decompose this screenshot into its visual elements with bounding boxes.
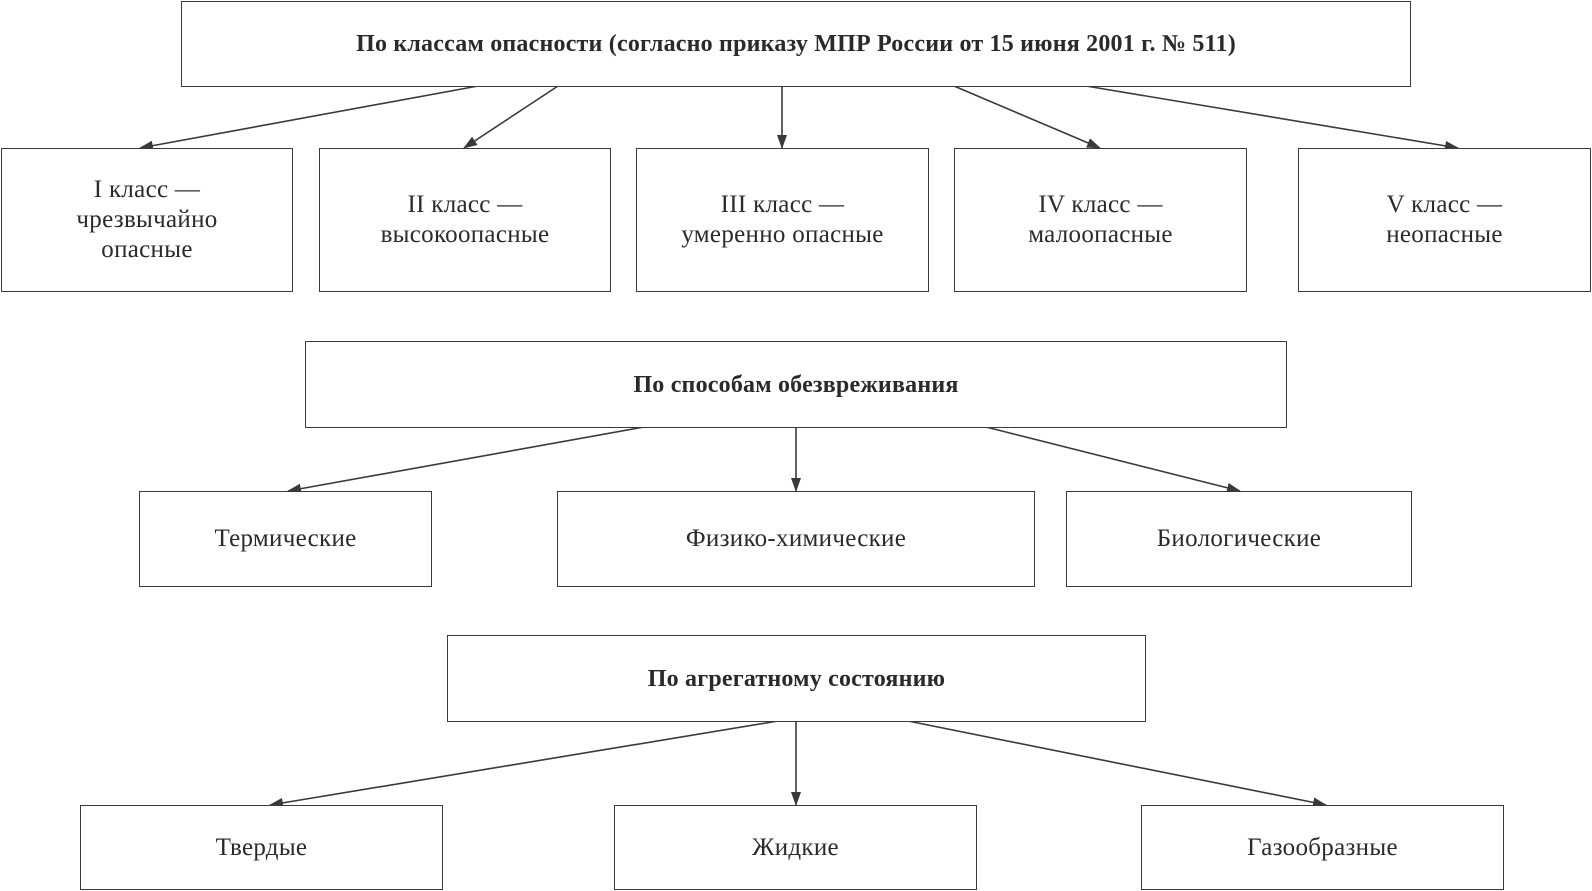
hazard-class-4-label: IV класс — малоопасные <box>1028 191 1173 248</box>
arrow-state-to-solid <box>270 721 778 805</box>
arrow-state-to-gas <box>908 721 1326 805</box>
state-solid-label: Твердые <box>215 833 308 861</box>
state-liquid-box <box>614 805 977 890</box>
arrow-hazard-to-class-1 <box>140 86 478 148</box>
disposal-biological-label: Биологические <box>1156 525 1322 552</box>
arrow-hazard-to-class-5 <box>1086 86 1458 148</box>
aggregate-state-header-label: По агрегатному состоянию <box>647 665 946 692</box>
hazard-class-header-label: По классам опасности (согласно приказу МПР России от 15 июня 2001 г. № 511) <box>356 31 1236 57</box>
state-liquid-label: Жидкие <box>752 833 839 861</box>
disposal-physchem-box <box>557 491 1035 587</box>
hazard-class-header <box>181 1 1411 87</box>
arrow-hazard-to-class-4 <box>954 86 1100 148</box>
hazard-class-2-box <box>319 148 611 292</box>
state-gas-label: Газообразные <box>1247 833 1398 861</box>
hazard-class-3-box <box>636 148 929 292</box>
disposal-biological-box <box>1066 491 1412 587</box>
hazard-class-3-label: III класс — умеренно опасные <box>681 191 884 248</box>
arrow-disposal-to-biological <box>986 427 1240 491</box>
hazard-class-5-label: V класс — неопасные <box>1386 191 1503 248</box>
state-solid-box <box>80 805 443 890</box>
disposal-thermal-box <box>139 491 432 587</box>
arrow-disposal-to-thermal <box>288 427 644 491</box>
hazard-class-5-box <box>1298 148 1591 292</box>
hazard-class-1-box <box>1 148 293 292</box>
hazard-class-2-label: II класс — высокоопасные <box>380 191 550 248</box>
disposal-physchem-label: Физико-химические <box>685 525 907 552</box>
state-gas-box <box>1141 805 1504 890</box>
hazard-class-4-box <box>954 148 1247 292</box>
aggregate-state-header <box>447 635 1146 722</box>
hazard-class-1-label: I класс — чрезвычайно опасные <box>76 176 218 263</box>
disposal-thermal-label: Термические <box>214 525 357 552</box>
arrow-hazard-to-class-2 <box>464 86 558 148</box>
disposal-method-header-label: По способам обезвреживания <box>633 371 959 398</box>
disposal-method-header <box>305 341 1287 428</box>
